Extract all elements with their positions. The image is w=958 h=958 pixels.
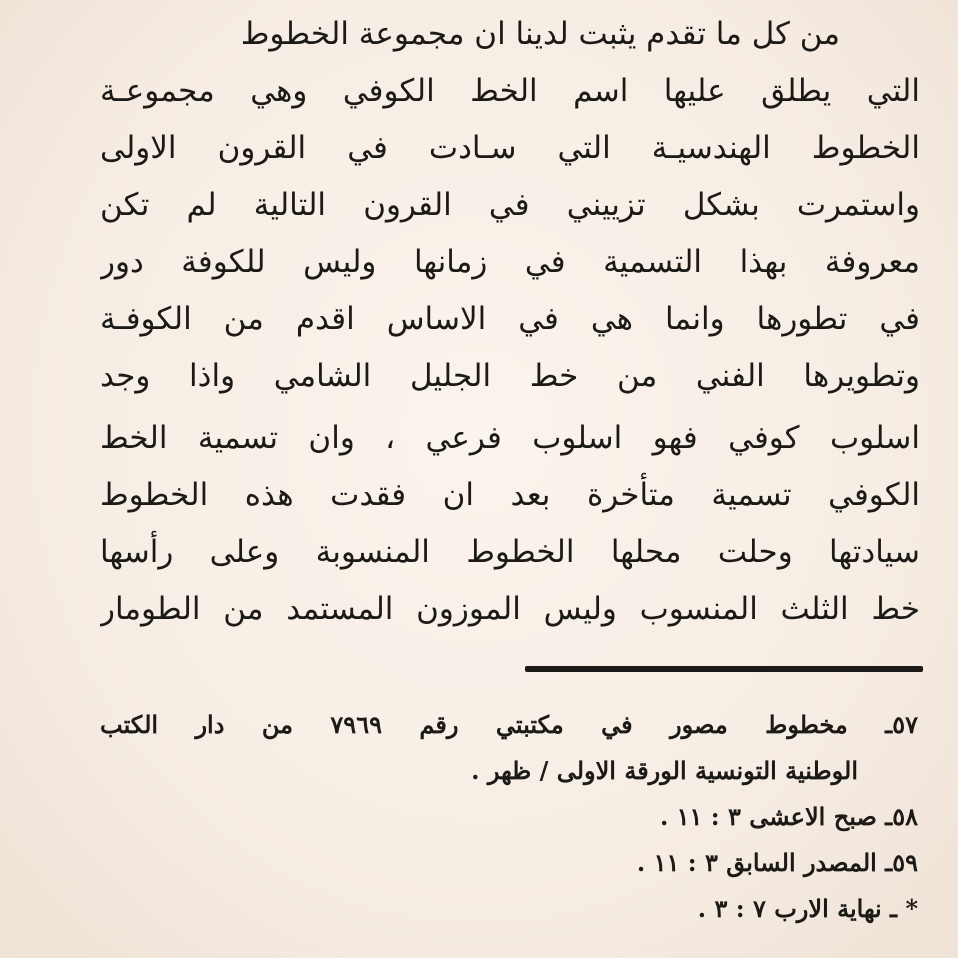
- footnote-divider: [525, 666, 923, 672]
- paragraph-line: معروفة بهذا التسمية في زمانها وليس للكوفة دور: [100, 244, 920, 280]
- footnotes-list: [100, 702, 918, 932]
- paragraph-line: واستمرت بشكل تزييني في القرون التالية لم تكن: [100, 187, 920, 223]
- paragraph-line: سيادتها وحلت محلها الخطوط المنسوبة وعلى رأسها: [100, 534, 920, 570]
- paragraph-line: من كل ما تقدم يثبت لدينا ان مجموعة الخطوط: [240, 16, 840, 52]
- footnote-item: * ـ نهاية الارب ٧ : ٣ .: [697, 894, 918, 923]
- paragraph-line: الخطوط الهندسيـة التي سـادت في القرون الاولى: [100, 130, 920, 166]
- paragraph-line: وتطويرها الفني من خط الجليل الشامي واذا وجد: [100, 358, 920, 394]
- paragraph-line: خط الثلث المنسوب وليس الموزون المستمد من الطومار: [100, 591, 920, 627]
- footnote-item: ٥٩ـ المصدر السابق ٣ : ١١ .: [636, 848, 918, 877]
- paragraph-line: اسلوب كوفي فهو اسلوب فرعي ، وان تسمية الخط: [100, 420, 920, 456]
- paragraph-line: الكوفي تسمية متأخرة بعد ان فقدت هذه الخطوط: [100, 477, 920, 513]
- footnote-item: ٥٨ـ صبح الاعشى ٣ : ١١ .: [659, 802, 918, 831]
- main-paragraph: [100, 6, 920, 638]
- paragraph-line: في تطورها وانما هي في الاساس اقدم من الكوفـة: [100, 301, 920, 337]
- footnote-continuation: الوطنية التونسية الورقة الاولى / ظهر .: [471, 756, 858, 785]
- paragraph-line: التي يطلق عليها اسم الخط الكوفي وهي مجموعـة: [100, 73, 920, 109]
- footnote-item: ٥٧ـ مخطوط مصور في مكتبتي رقم ٧٩٦٩ من دار الكتب: [100, 710, 918, 739]
